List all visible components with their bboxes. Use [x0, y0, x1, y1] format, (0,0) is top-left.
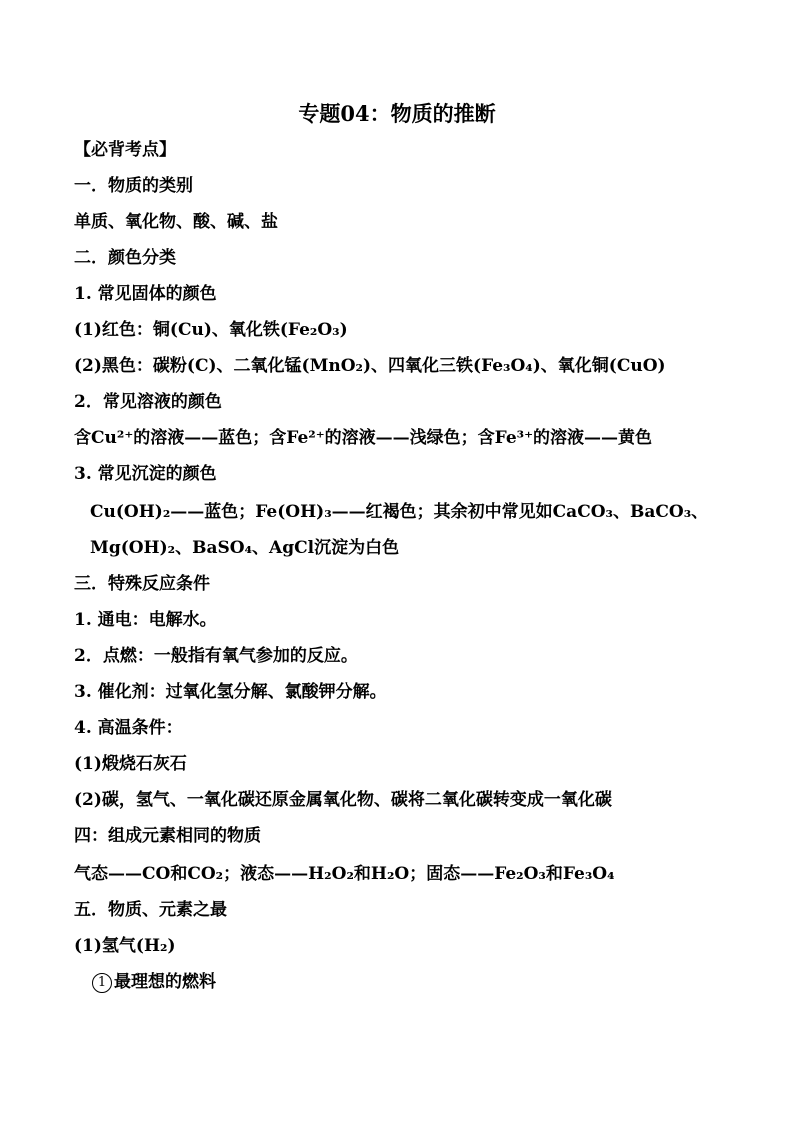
text-line: 含Cu²⁺的溶液——蓝色；含Fe²⁺的溶液——浅绿色；含Fe³⁺的溶液——黄色 — [74, 428, 653, 448]
list-item — [92, 970, 216, 994]
text-line: 3. 催化剂：过氧化氢分解、氯酸钾分解。 — [74, 682, 387, 702]
section-label-must-memorize: 【必背考点】 — [74, 140, 176, 160]
text-line: 气态——CO和CO₂；液态——H₂O₂和H₂O；固态——Fe₂O₃和Fe₃O₄ — [74, 864, 615, 884]
circled-number-marker: 1 — [92, 973, 112, 993]
subheading-precipitate-colors: 3. 常见沉淀的颜色 — [74, 464, 217, 484]
text-line: 1. 通电：电解水。 — [74, 610, 217, 630]
heading-3-reaction-conditions: 三．特殊反应条件 — [74, 574, 210, 594]
text-line: (1)红色：铜(Cu)、氧化铁(Fe₂O₃) — [74, 320, 348, 340]
text-line: 2．点燃：一般指有氧气参加的反应。 — [74, 646, 358, 666]
heading-2-colors: 二．颜色分类 — [74, 248, 176, 268]
text-line: (1)氢气(H₂) — [74, 936, 176, 956]
subheading-solid-colors: 1. 常见固体的颜色 — [74, 284, 217, 304]
heading-5-superlatives: 五．物质、元素之最 — [74, 900, 227, 920]
text-line: (2)黑色：碳粉(C)、二氧化锰(MnO₂)、四氧化三铁(Fe₃O₄)、氧化铜(CuO) — [74, 356, 666, 376]
subheading-solution-colors: 2．常见溶液的颜色 — [74, 392, 222, 412]
text-line: Cu(OH)₂——蓝色；Fe(OH)₃——红褐色；其余初中常见如CaCO₃、BaCO₃、 — [90, 502, 709, 522]
text-line: 4. 高温条件： — [74, 718, 183, 738]
heading-4-same-elements: 四：组成元素相同的物质 — [74, 826, 261, 846]
list-item-text: 最理想的燃料 — [114, 972, 216, 992]
heading-1-categories: 一．物质的类别 — [74, 176, 193, 196]
text-line: 单质、氧化物、酸、碱、盐 — [74, 212, 278, 232]
page-title: 专题04：物质的推断 — [298, 101, 496, 126]
text-line: Mg(OH)₂、BaSO₄、AgCl沉淀为白色 — [90, 538, 400, 558]
text-line: (2)碳，氢气、一氧化碳还原金属氧化物、碳将二氧化碳转变成一氧化碳 — [74, 790, 612, 810]
text-line: (1)煅烧石灰石 — [74, 754, 187, 774]
